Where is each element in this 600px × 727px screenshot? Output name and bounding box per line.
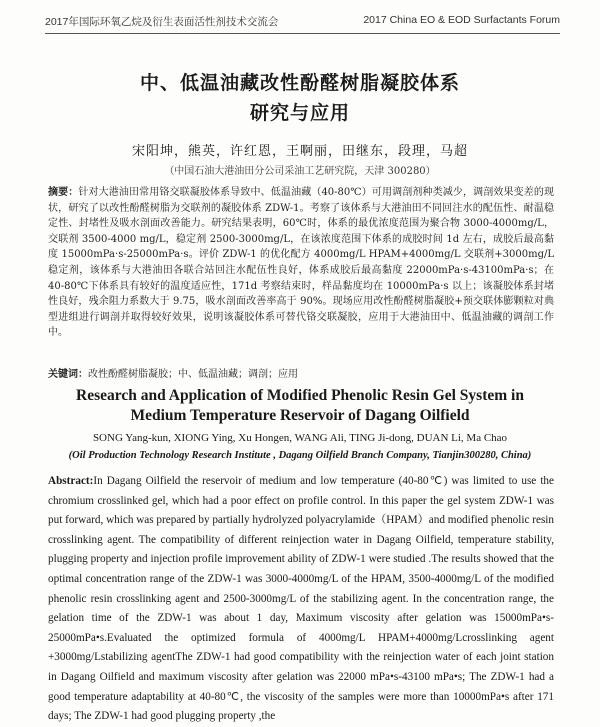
chinese-abstract-label: 摘要：: [48, 187, 79, 198]
chinese-keywords: [48, 365, 554, 380]
english-title-line-2: Medium Temperature Reservoir of Dagang Oilfield: [130, 407, 470, 424]
chinese-abstract-text: 针对大港油田常用铬交联凝胶体系导致中、低温油藏（40-80℃）可用调剖剂种类减少，调剖效果变差的现状，研究了以改性酚醛树脂为交联剂的凝胶体系 ZDW-1。考察了该体系与大港油田不同回注水的配伍性、耐温稳定性、封堵性及吸水剖面改善能力。研究结果表明，60℃时，体系的最优浓度范围为聚合物 3000-4000mg/L，交联剂 3500-4000 mg/L，稳定剂 2500-3000mg/L，在该浓度范围下体系的成胶时间 1d 左右，成胶后最高黏度 15000mPa·s-25000mPa·s。评价 ZDW-1 的优化配方 4000mg/L HPAM+4000mg/L 交联剂+3000mg/L 稳定剂，该体系与大港油田各联合站回注水配伍性良好，体系成胶后最高黏度 22000mPa·s-43100mPa·s；在 40-80℃下体系具有较好的温度适应性，171d 考察结束时，样品黏度均在 10000mPa·s 以上；该凝胶体系封堵性良好，残余阻力系数大于 9.75，吸水剖面改善率高于 90%。现场应用改性酚醛树脂凝胶+预交联体膨颗粒对典型进组进行调剖并取得较好效果，说明该凝胶体系可替代铬交联凝胶，应用于大港油田中、低温油藏的调剖工作中。: [48, 187, 555, 339]
chinese-keywords-label: 关键词：: [48, 369, 88, 380]
chinese-authors: 宋阳坤，熊英，许红恩，王啊丽，田继东，段理，马超: [131, 144, 468, 159]
header-right: 2017 China EO & EOD Surfactants Forum: [363, 14, 560, 26]
header-left: 2017年国际环氧乙烷及衍生表面活性剂技术交流会: [45, 16, 279, 28]
english-affiliation: (Oil Production Technology Research Institute , Dagang Oilfield Branch Company, Tianjin300280, China): [68, 450, 532, 461]
running-header: [45, 14, 560, 34]
chinese-abstract: [48, 185, 554, 341]
english-title: [0, 386, 600, 426]
english-title-line-1: Research and Application of Modified Phenolic Resin Gel System in: [76, 387, 524, 404]
chinese-keywords-text: 改性酚醛树脂凝胶；中、低温油藏；调剖；应用: [88, 369, 298, 380]
chinese-title: [0, 68, 600, 128]
english-abstract-label: Abstract:: [48, 475, 94, 487]
chinese-affiliation: （中国石油大港油田分公司采油工艺研究院，天津 300280）: [164, 166, 436, 177]
chinese-title-line-1: 中、低温油藏改性酚醛树脂凝胶体系: [139, 72, 460, 94]
english-abstract-text: In Dagang Oilfield the reservoir of medium and low temperature (40-80℃) was limited to use the chromium crosslinked gel, which had a poor effect on profile control. In this paper the gel system ZDW-1 was put forward, which was prepared by partially hydrolyzed polyacrylamide（HPAM）and modified phenolic resin crosslinking agent. The compatibility of different reinjection water in Dagang Oilfield, temperature stability, plugging property and injection profile improvement ability of ZDW-1 were studied .The results showed that the optimal concentration range of the ZDW-1 was 3000-4000mg/L of the HPAM, 3500-4000mg/L of the modified phenolic resin crosslinking agent and 2500-3000mg/L of the stabilizing agent. In the concentration range, the gelation time of the ZDW-1 was about 1 day, Maximum viscosity after gelation was 15000mPa•s-25000mPa•s.Evaluated the optimized formula of 4000mg/L HPAM+4000mg/Lcrosslinking agent +3000mg/Lstabilizing agentThe ZDW-1 had good compatibility with the reinjection water of each joint station in Dagang Oilfield and maximum viscosity after gelation was 22000 mPa•s-43100 mPa•s; The ZDW-1 had a good temperature adaptability at 40-80℃, the viscosity of the samples were more than 10000mPa•s after 171 days; The ZDW-1 had good plugging property ,the: [48, 475, 554, 723]
english-abstract: [48, 472, 554, 727]
english-authors: SONG Yang-kun, XIONG Ying, Xu Hongen, WANG Ali, TING Ji-dong, DUAN Li, Ma Chao: [92, 432, 508, 444]
chinese-title-line-2: 研究与应用: [249, 102, 350, 124]
